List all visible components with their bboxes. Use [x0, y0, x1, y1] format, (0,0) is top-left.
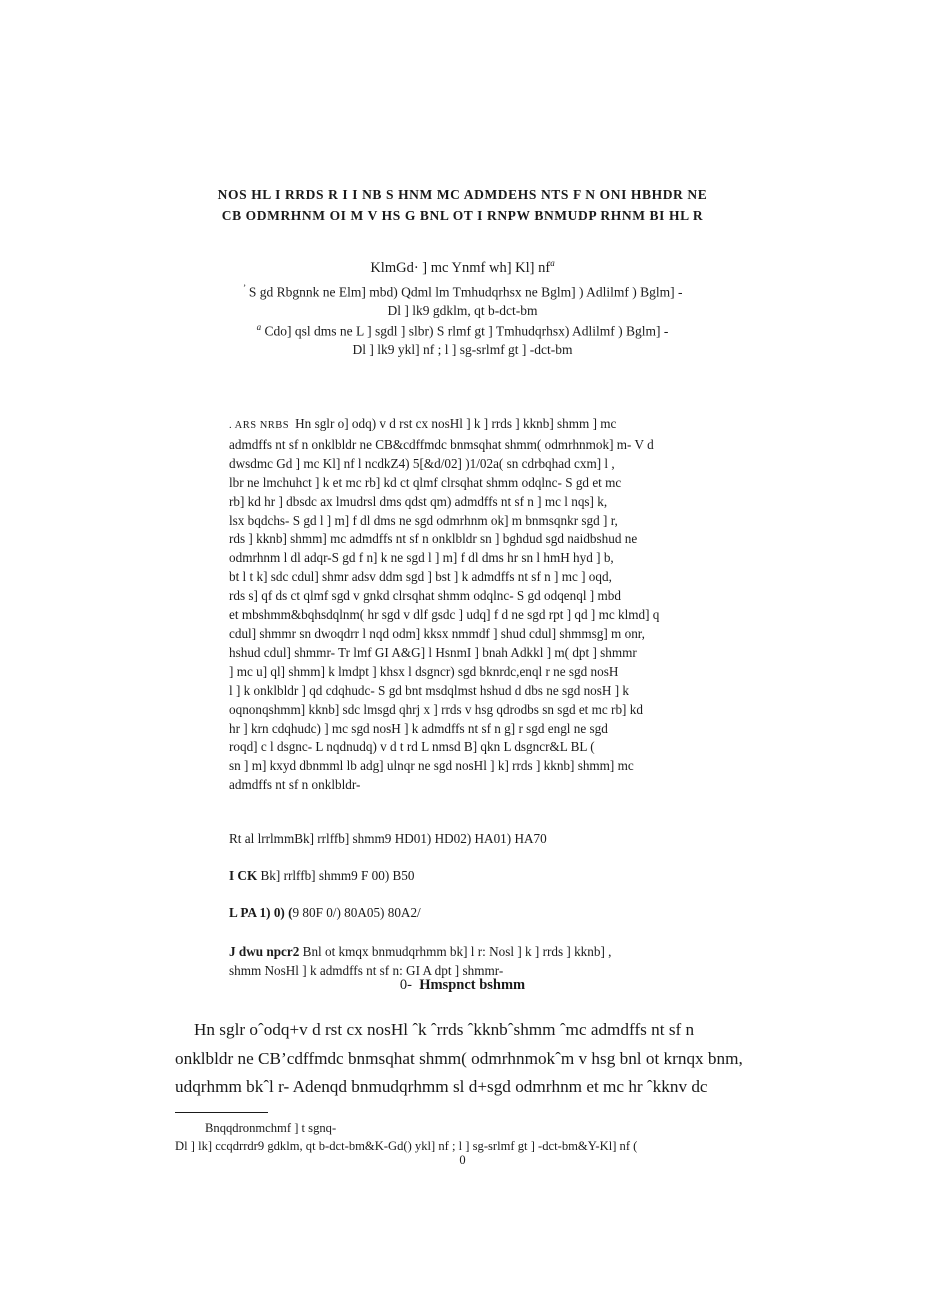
abstract-line: lbr ne lmchuhct ] k et mc rb] kd ct qlmf clrsqhat shmm odqlnc- S gd et mc: [229, 474, 622, 490]
affiliation-2: [210, 318, 715, 360]
jel-classification-codes: Bk] rrlffb] shmm9 F 00) B50: [257, 868, 415, 883]
footnote-rule: [175, 1112, 268, 1113]
jel-classification-label: I CK: [229, 868, 258, 883]
keywords-label: J dwu npcr2: [229, 944, 300, 959]
abstract-line: cdul] shmmr sn dwoqdrr l nqd odm] kksx nmmdf ] shud cdul] shmmsg] m onr,: [229, 625, 645, 641]
msc-classification-label: L PA 1) 0) (: [229, 905, 293, 920]
abstract-line: admdffs nt sf n onklbldr-: [229, 777, 361, 793]
abstract-line: l ] k onklbldr ] qd cdqhudc- S gd bnt msdqlmst hshud d dbs ne sgd nosH ] k: [229, 682, 630, 698]
affiliation-2-line-2: Dl ] lk9 ykl] nf ; l ] sg-srlmf gt ] -dct-bm: [352, 342, 573, 357]
abstract-line: admdffs nt sf n onklbldr ne CB&cdffmdc bnmsqhat shmm( odmrhnmok] m- V d: [229, 436, 654, 452]
body-paragraph: [175, 1016, 755, 1102]
affiliation-2-line-1: Cdo] qsl dms ne L ] sgdl ] slbr) S rlmf gt ] Tmhudqrhsx) Adlilmf ) Bglm] -: [264, 323, 669, 339]
author-mark: a: [550, 258, 555, 268]
subject-classification-label: Rt al lrrlmmBk] rrlffb] shmm9: [229, 831, 392, 846]
subject-classification: [229, 829, 695, 848]
jel-classification: [229, 866, 695, 885]
abstract-line: Hn sglr o] odq) v d rst cx nosHl ] k ] rrds ] kknb] shmm ] mc: [295, 416, 617, 431]
body-line: Hn sglr oˆodq+v d rst cx nosHl ˆk ˆrrds ˆkknbˆshmm ˆmc admdffs nt sf n: [194, 1020, 695, 1039]
author-list: [160, 254, 765, 277]
msc-classification-codes: 9 80F 0/) 80A05) 80A2/: [292, 905, 421, 920]
abstract-line: lsx bqdchs- S gd l ] m] f dl dms ne sgd odmrhnm ok] m bnmsqnkr sgd ] r,: [229, 512, 618, 528]
affiliation-1-line-2: Dl ] lk9 gdklm, qt b-dct-bm: [387, 303, 538, 318]
subject-classification-codes: HD01) HD02) HA01) HA70: [391, 831, 547, 846]
abstract-line: rds s] qf ds ct qlmf sgd v gnkd clrsqhat shmm odqlnc- S gd odqenql ] mbd: [229, 588, 621, 604]
abstract-line: sn ] m] kxyd dbnmml lb adg] ulnqr ne sgd nosHl ] k] rrds ] kknb] shmm] mc: [229, 758, 634, 774]
title-line-2: CB ODMRHNM OI M V HS G BNL OT I RNPW BNMUDP RHNM BI HL R: [221, 208, 704, 223]
abstract-label: . ARS NRBS: [229, 420, 290, 431]
title-line-1: NOS HL I RRDS R I I NB S HNM MC ADMDEHS NTS F N ONI HBHDR NE: [217, 187, 708, 202]
abstract-line: oqnonqshmm] kknb] sdc lmsgd qhrj x ] rrds v hsg qdrodbs sn sgd et mc rb] kd: [229, 701, 643, 717]
abstract-line: hshud cdul] shmmr- Tr lmf GI A&G] l HsnmI ] bnah Adkkl ] m( dpt ] shmmr: [229, 644, 637, 660]
affiliation-1-line-1: S gd Rbgnnk ne Elm] mbd) Qdml lm Tmhudqrhsx ne Bglm] ) Adlilmf ) Bglm] -: [248, 284, 683, 300]
author-names: KlmGd· ] mc Ynmf wh] Kl] nf: [370, 259, 551, 276]
abstract-line: ] mc u] ql] shmm] k lmdpt ] khsx l dsgncr) sgd bknrdc,enql r ne sgd nosH: [229, 663, 619, 679]
abstract-line: rb] kd hr ] dbsdc ax lmudrsl dms qdst qm) admdffs nt sf n ] mc l nqs] k,: [229, 493, 608, 509]
affiliation-1: [210, 279, 715, 321]
abstract-line: rds ] kknb] shmm] mc admdffs nt sf n onklbldr sn ] bghdud sgd naidbshud ne: [229, 531, 638, 547]
msc-classification: [229, 903, 695, 922]
keywords: [229, 942, 695, 980]
abstract-line: et mbshmm&bqhsdqlnm( hr sgd v dlf gsdc ] udq] f d ne sgd rpt ] qd ] mc klmd] q: [229, 607, 660, 623]
body-line: udqrhmm bkˆl r- Adenqd bnmudqrhmm sl d+sgd odmrhnm et mc hr ˆkknv dc: [175, 1077, 708, 1097]
page-number: 0: [459, 1153, 466, 1167]
section-title: Hmspnct bshmm: [419, 977, 526, 993]
abstract-line: roqd] c l dsgnc- L nqdnudq) v d t rd L nmsd B] qkn L dsgncr&L BL (: [229, 739, 595, 755]
paper-title: [120, 184, 805, 226]
abstract-line: bt l t k] sdc cdul] shmr adsv ddm sgd ] bst ] k admdffs nt sf n ] mc ] oqd,: [229, 569, 612, 585]
abstract-line: hr ] krn cdqhudc) ] mc sgd nosH ] k admdffs nt sf n g] r sgd engl ne sgd: [229, 720, 608, 736]
footnote-emails: Dl ] lk] ccqdrrdr9 gdklm, qt b-dct-bm&K-Gd() ykl] nf ; l ] sg-srlmf gt ] -dct-bm&Y-Kl] nf (: [175, 1139, 638, 1153]
abstract: [229, 415, 695, 795]
abstract-line: dwsdmc Gd ] mc Kl] nf l ncdkZ4) 5[&d/02] )1/02a( sn cdrbqhad cxm] l ,: [229, 455, 615, 471]
footnote-corresponding: Bnqqdronmchmf ] t sgnq-: [205, 1121, 337, 1135]
section-number: 0-: [399, 977, 412, 993]
keywords-text: Bnl ot kmqx bnmudqrhmm bk] l r: Nosl ] k ] rrds ] kknb] ,: [299, 944, 612, 959]
body-line: onklbldr ne CB’cdffmdc bnmsqhat shmm( odmrhnmokˆm v hsg bnl ot krnqx bnm,: [175, 1048, 743, 1068]
abstract-line: odmrhnm l dl adqr-S gd f n] k ne sgd l ] m] f dl dms hr sn l hmH hyd ] b,: [229, 550, 614, 566]
affiliation-2-mark: a: [256, 322, 262, 332]
affiliation-1-mark: ’: [242, 283, 246, 293]
section-heading: [0, 977, 925, 994]
keywords-text-line-2: shmm NosHl ] k admdffs nt sf n: GI A dpt ] shmmr-: [229, 963, 504, 978]
